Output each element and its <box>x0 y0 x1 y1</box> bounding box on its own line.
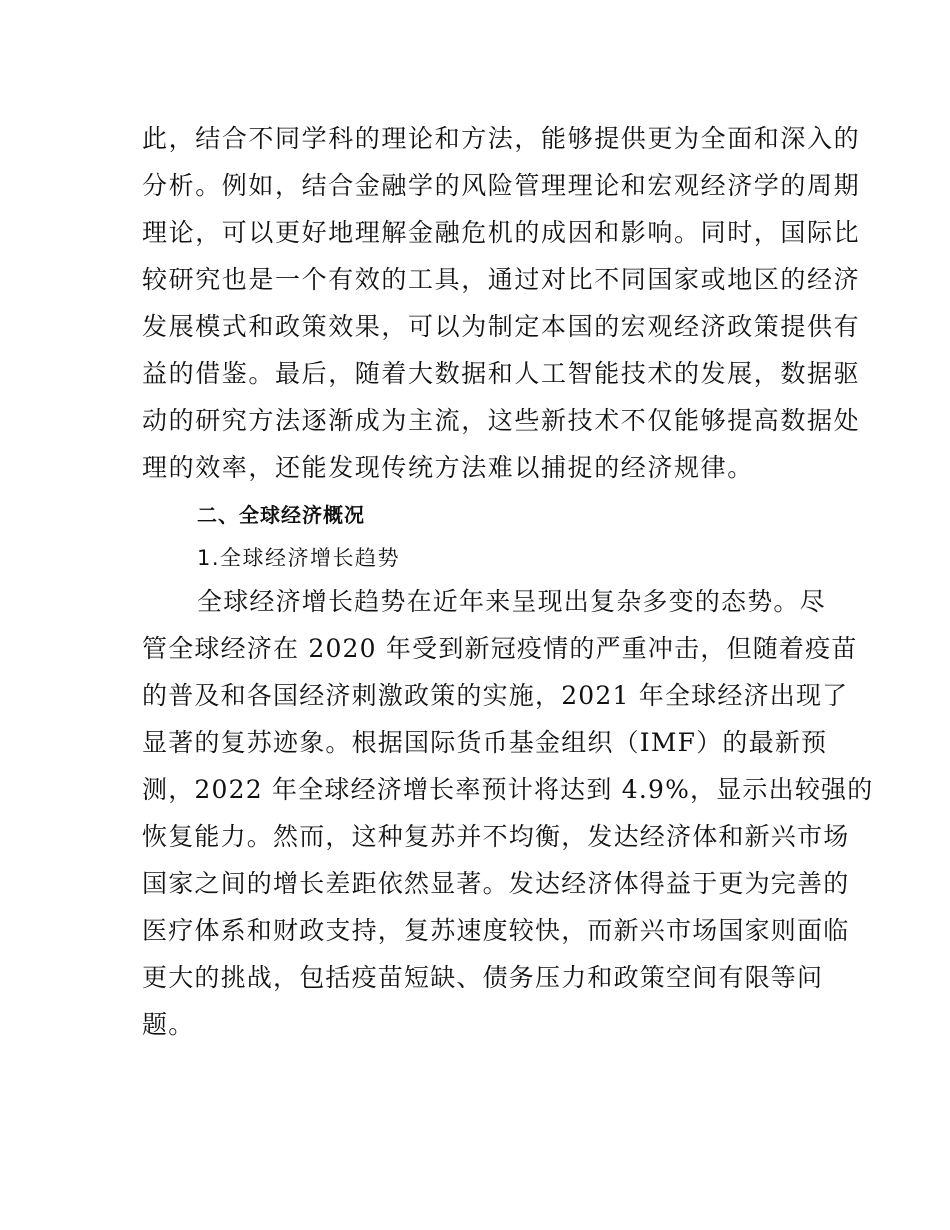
paragraph-line: 恢复能力。然而，这种复苏并不均衡，发达经济体和新兴市场 <box>142 822 850 851</box>
paragraph-line: 益的借鉴。最后，随着大数据和人工智能技术的发展，数据驱 <box>142 359 861 388</box>
paragraph-line: 更大的挑战，包括疫苗短缺、债务压力和政策空间有限等问 <box>142 963 824 992</box>
paragraph-line: 动的研究方法逐渐成为主流，这些新技术不仅能够提高数据处 <box>142 406 861 435</box>
paragraph-line: 医疗体系和财政支持，复苏速度较快，而新兴市场国家则面临 <box>142 916 850 945</box>
paragraph-line: 全球经济增长趋势在近年来呈现出复杂多变的态势。尽 <box>197 587 826 616</box>
paragraph-line: 国家之间的增长差距依然显著。发达经济体得益于更为完善的 <box>142 869 850 898</box>
subsection-heading: 1.全球经济增长趋势 <box>197 546 401 570</box>
paragraph-line: 题。 <box>142 1010 195 1039</box>
paragraph-line: 发展模式和政策效果，可以为制定本国的宏观经济政策提供有 <box>142 312 861 341</box>
paragraph-line: 理论，可以更好地理解金融危机的成因和影响。同时，国际比 <box>142 218 861 247</box>
paragraph-line: 测，2022 年全球经济增长率预计将达到 4.9%，显示出较强的 <box>142 775 874 804</box>
section-heading: 二、全球经济概况 <box>197 503 365 527</box>
paragraph-line: 较研究也是一个有效的工具，通过对比不同国家或地区的经济 <box>142 265 861 294</box>
paragraph-line: 分析。例如，结合金融学的风险管理理论和宏观经济学的周期 <box>142 171 861 200</box>
paragraph-line: 显著的复苏迹象。根据国际货币基金组织（IMF）的最新预 <box>142 728 828 757</box>
paragraph-line: 管全球经济在 2020 年受到新冠疫情的严重冲击，但随着疫苗 <box>142 634 858 663</box>
paragraph-line: 此，结合不同学科的理论和方法，能够提供更为全面和深入的 <box>142 124 861 153</box>
paragraph-line: 的普及和各国经济刺激政策的实施，2021 年全球经济出现了 <box>142 681 849 710</box>
paragraph-line: 理的效率，还能发现传统方法难以捕捉的经济规律。 <box>142 453 754 482</box>
